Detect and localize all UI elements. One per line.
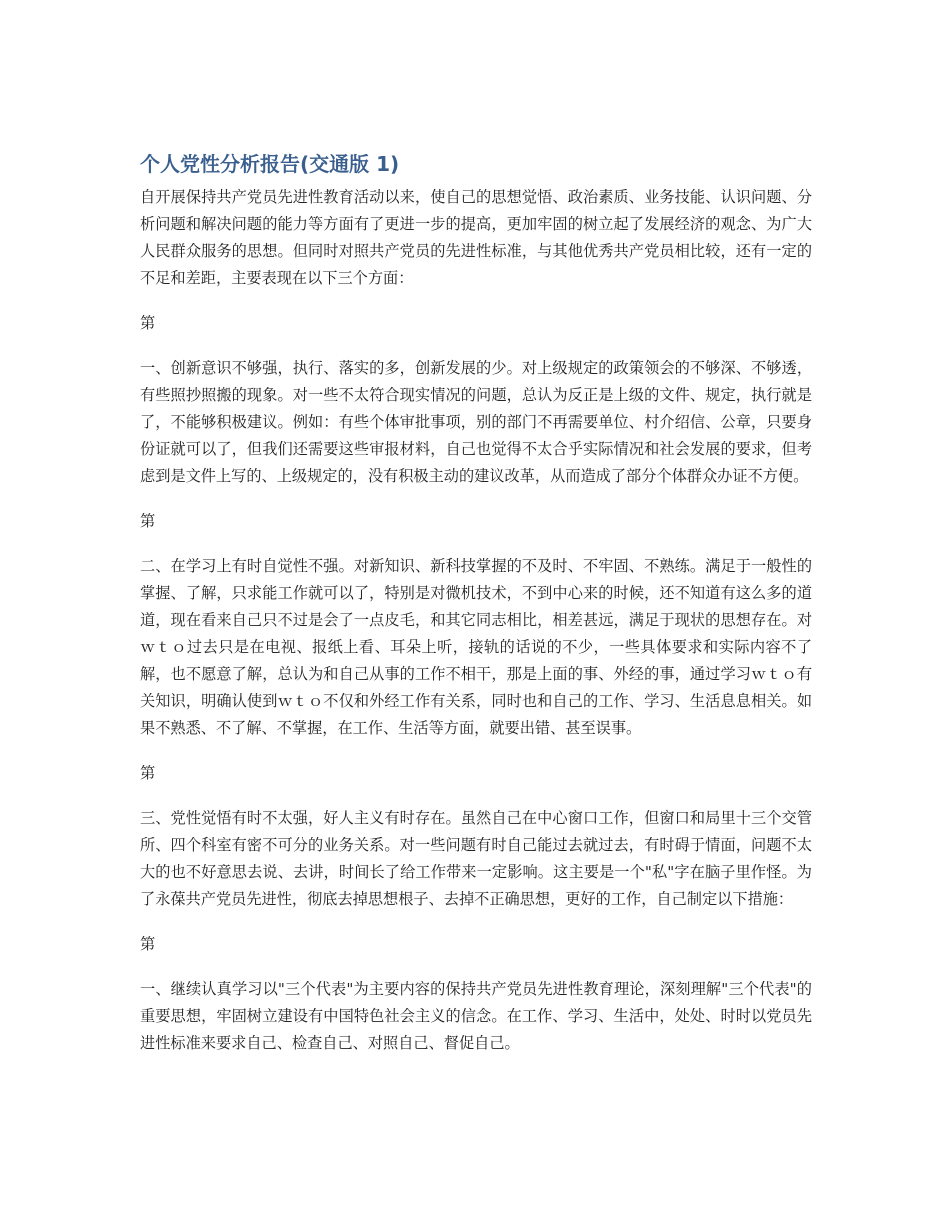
paragraph-gap: [140, 337, 812, 355]
paragraph-gap: [140, 742, 812, 760]
section-marker: 第: [140, 764, 156, 782]
section-marker: 第: [140, 935, 156, 953]
section-paragraph-4: 一、继续认真学习以"三个代表"为主要内容的保持共产党员先进性教育理论，深刻理解"三个代表"的重要思想，牢固树立建设有中国特色社会主义的信念。在工作、学习、生活中，处处、时时以党员先进性标准来要求自己、检查自己、对照自己、督促自己。: [140, 980, 812, 1052]
section-marker: 第: [140, 314, 156, 332]
paragraph-gap: [140, 535, 812, 553]
paragraph-gap: [140, 958, 812, 976]
section-paragraph-1: 一、创新意识不够强，执行、落实的多，创新发展的少。对上级规定的政策领会的不够深、不够透，有些照抄照搬的现象。对一些不太符合现实情况的问题，总认为反正是上级的文件、规定，执行就是了，不能够积极建议。例如：有些个体审批事项，别的部门不再需要单位、村介绍信、公章，只要身份证就可以了，但我们还需要这些审报材料，自己也觉得不太合乎实际情况和社会发展的要求，但考虑到是文件上写的、上级规定的，没有积极主动的建议改革，从而造成了部分个体群众办证不方便。: [140, 359, 812, 485]
section-marker: 第: [140, 512, 156, 530]
paragraph-gap: [140, 292, 812, 310]
intro-paragraph: 自开展保持共产党员先进性教育活动以来，使自己的思想觉悟、政治素质、业务技能、认识问题、分析问题和解决问题的能力等方面有了更进一步的提高，更加牢固的树立起了发展经济的观念、为广大人民群众服务的思想。但同时对照共产党员的先进性标准，与其他优秀共产党员相比较，还有一定的不足和差距，主要表现在以下三个方面：: [140, 188, 812, 287]
paragraph-gap: [140, 787, 812, 805]
document-page: [140, 148, 812, 1057]
paragraph-gap: [140, 490, 812, 508]
paragraph-gap: [140, 913, 812, 931]
section-paragraph-3: 三、党性觉悟有时不太强，好人主义有时存在。虽然自己在中心窗口工作，但窗口和局里十三个交管所、四个科室有密不可分的业务关系。对一些问题有时自己能过去就过去，有时碍于情面，问题不太大的也不好意思去说、去讲，时间长了给工作带来一定影响。这主要是一个"私"字在脑子里作怪。为了永葆共产党员先进性，彻底去掉思想根子、去掉不正确思想，更好的工作，自己制定以下措施：: [140, 809, 812, 908]
section-paragraph-2: 二、在学习上有时自觉性不强。对新知识、新科技掌握的不及时、不牢固、不熟练。满足于一般性的掌握、了解，只求能工作就可以了，特别是对微机技术，不到中心来的时候，还不知道有这么多的道道，现在看来自己只不过是会了一点皮毛，和其它同志相比，相差甚远，满足于现状的思想存在。对ｗｔｏ过去只是在电视、报纸上看、耳朵上听，接轨的话说的不少，一些具体要求和实际内容不了解，也不愿意了解，总认为和自己从事的工作不相干，那是上面的事、外经的事，通过学习ｗｔｏ有关知识，明确认使到ｗｔｏ不仅和外经工作有关系，同时也和自己的工作、学习、生活息息相关。如果不熟悉、不了解、不掌握，在工作、生活等方面，就要出错、甚至误事。: [140, 557, 812, 737]
document-title: 个人党性分析报告(交通版 1): [140, 152, 400, 176]
